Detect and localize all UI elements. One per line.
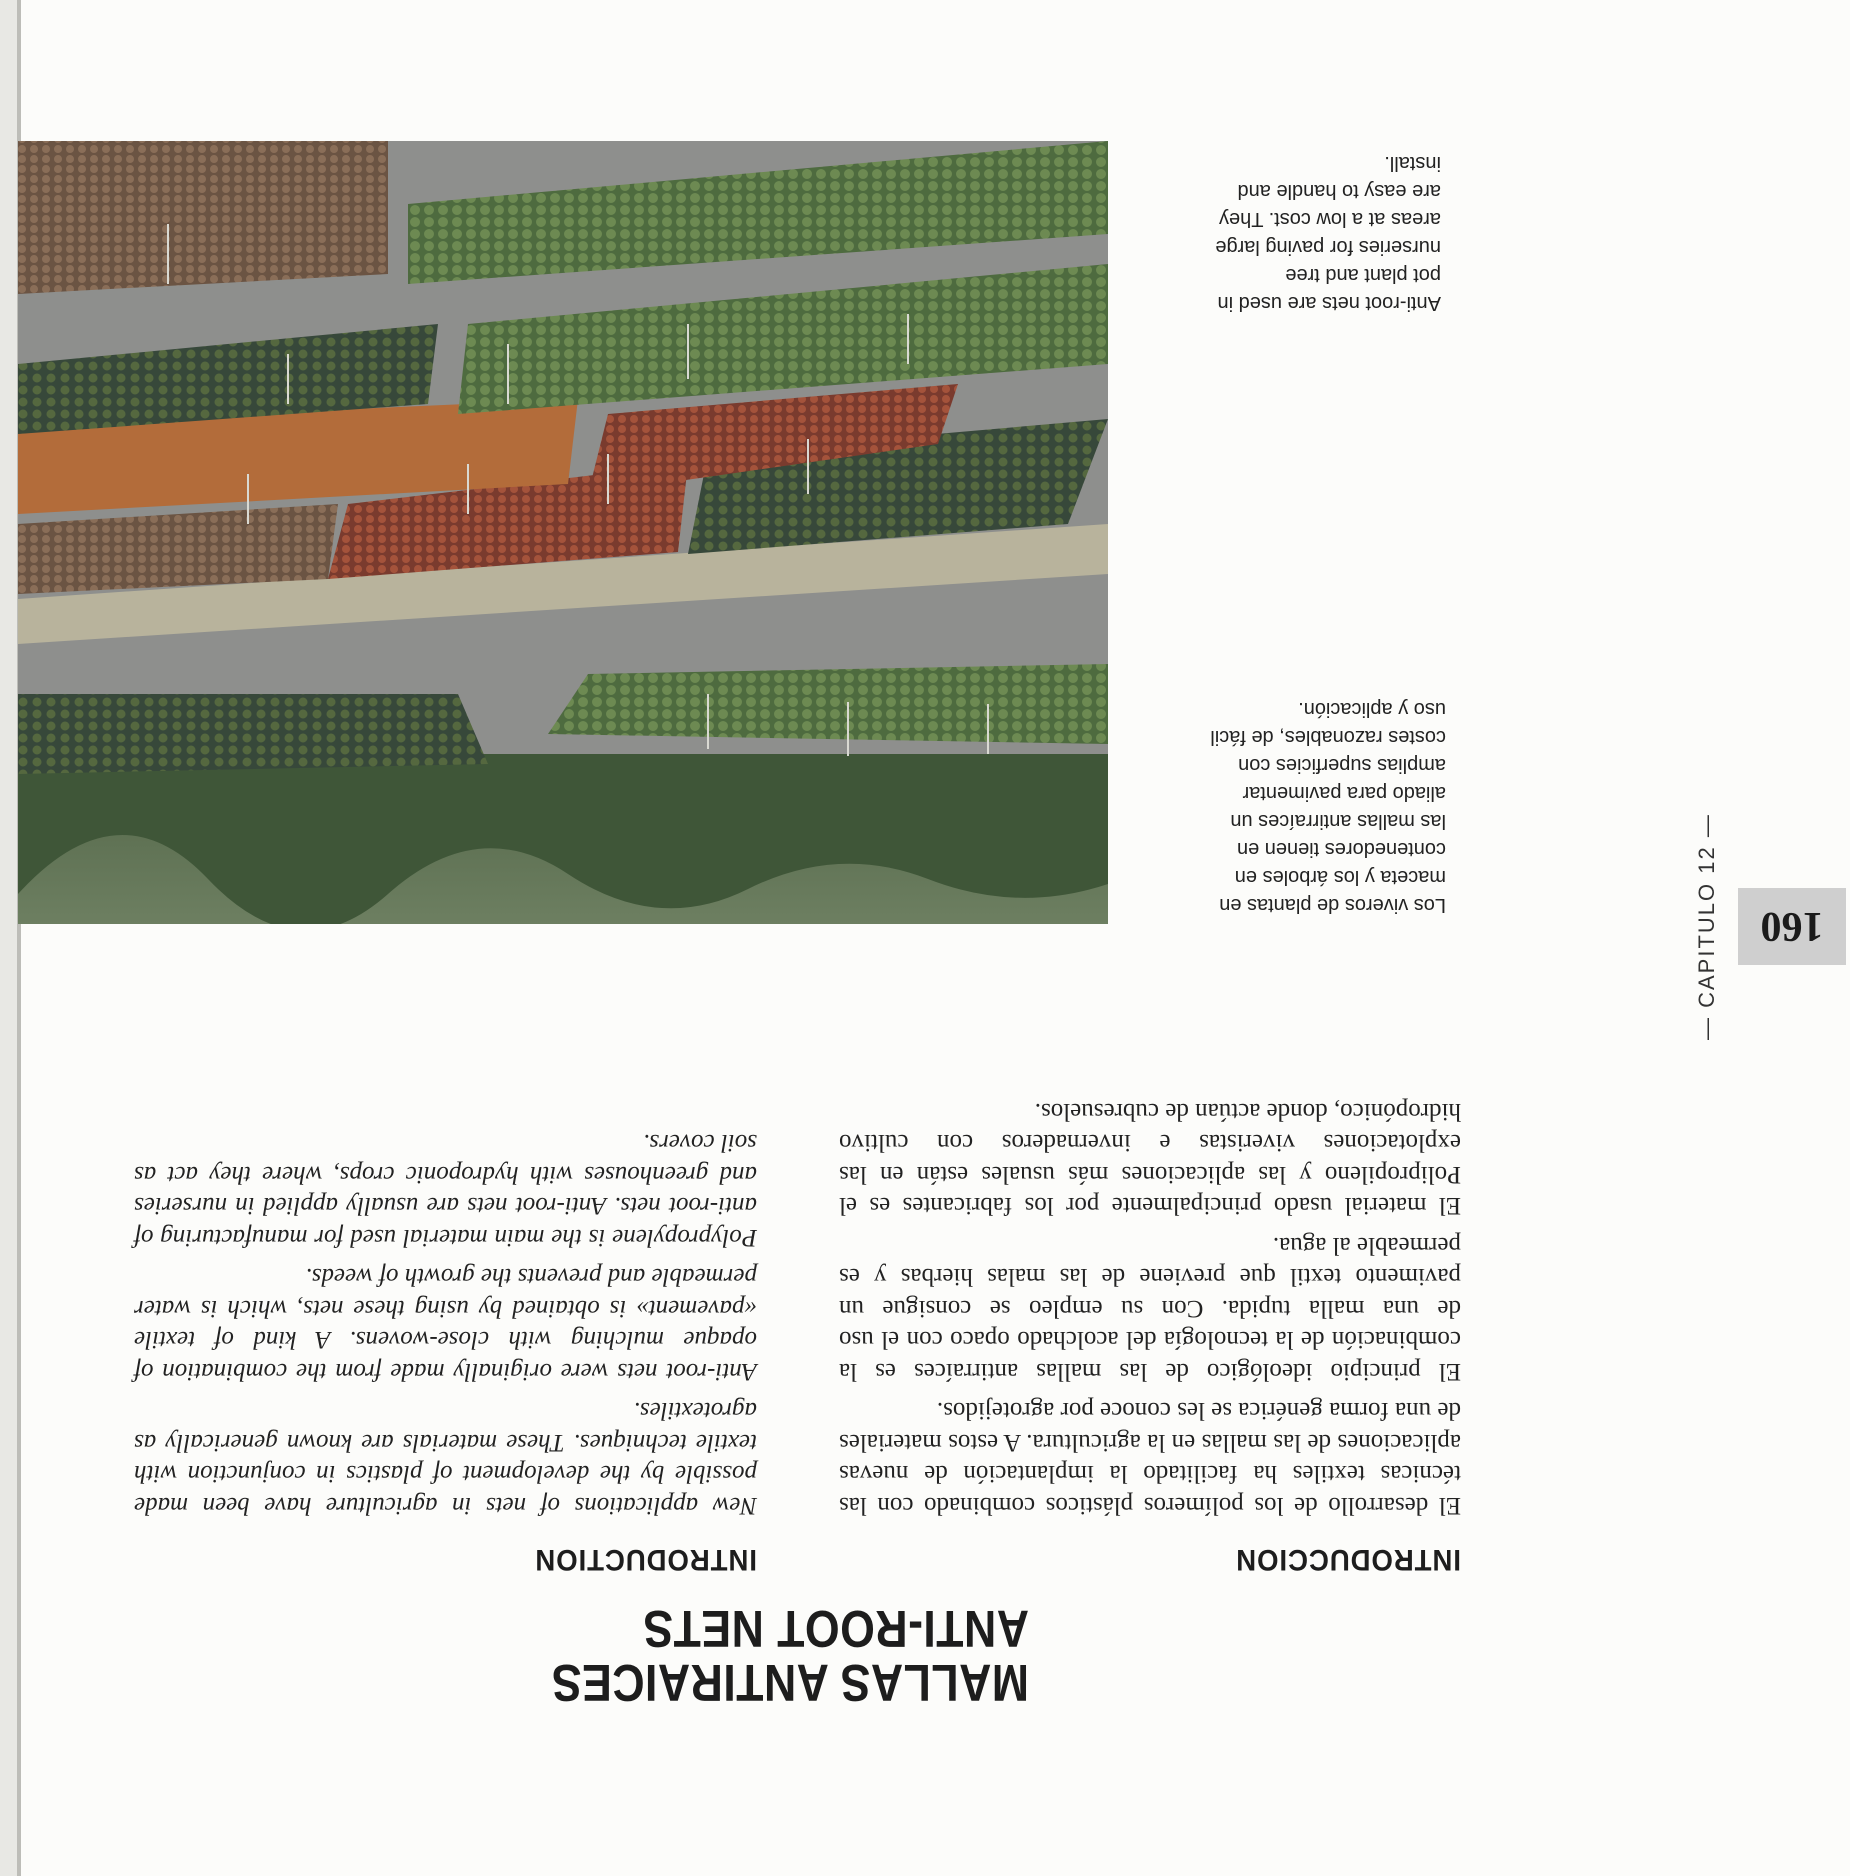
column-en [134,1119,757,1521]
column-es [839,1088,1461,1522]
caption-es [1156,695,1446,919]
caption-en-line: install. [1384,152,1441,174]
paragraph-en-3: Polypropylene is the main material used for manufacturing of anti-root nets. Anti-root nets are usually applied in nurseries and greenhouses with hydroponic crops, where they act as soil covers. [134,1129,757,1251]
caption-en [1151,149,1441,317]
nursery-photo [18,141,1108,924]
caption-es-line: maceta y los árboles en [1234,866,1446,888]
title-block [474,1601,1029,1709]
chapter-label: — CAPITULO 12 — [1694,813,1719,1040]
paragraph-es-2: El principio ideológico de las mallas antirraíces es la combinación de la tecnología del acolchado opaco con el uso de una malla tupida. Con su empleo se consigue un pavimento textil que previene de las malas hierbas y es permeable al agua. [839,1232,1461,1385]
caption-es-line: Los viveros de plantas en [1219,894,1446,916]
caption-en-line: nurseries for paving large [1215,236,1441,258]
page-edge [0,0,17,1876]
heading-en: INTRODUCTION [534,1543,757,1576]
page-number-tab [1738,888,1846,965]
caption-es-line: amplias superficies con [1238,754,1446,776]
caption-es-line: costes razonables, de fácil [1210,726,1446,748]
paragraph-es-1: El desarrollo de los polímeros plásticos combinado con las técnicas textiles ha facilitado la implantación de nuevas aplicaciones de las mallas en la agricultura. A estos materiales de una forma genérica se les conoce por agrotejidos. [839,1397,1461,1519]
paragraph-en-2: Anti-root nets were originally made from the combination of opaque mulching with close-wovens. A kind of textile «pavement» is obtained by using these nets, which is water permeable and prevents the growth of weeds. [134,1263,757,1385]
caption-es-line: contenedores tienen en [1236,838,1446,860]
title-en: ANTI-ROOT NETS [642,1599,1029,1657]
paragraph-en-1: New applications of nets in agriculture have been made possible by the development of plastics in conjunction with textile techniques. These materials are known generically as agrotextiles. [134,1397,757,1519]
title-es: MALLAS ANTIRAICES [551,1653,1029,1711]
paragraph-es-3: El material usado principalmente por los fabricantes es el Polipropileno y las aplicaciones más usuales están en las explotaciones viveristas e invernaderos con cultivo hidropónico, donde actúan de cubresuelos. [839,1098,1461,1220]
caption-en-line: areas at a low cost. They [1219,208,1441,230]
caption-es-line: aliado para pavimentar [1242,782,1446,804]
nursery-photo-image [18,141,1108,924]
caption-en-line: Anti-root nets are used in [1217,292,1441,314]
caption-es-line: uso y aplicación. [1298,698,1446,720]
heading-es: INTRODUCCION [1235,1543,1461,1576]
caption-es-line: las mallas antirraíces un [1230,810,1446,832]
caption-en-line: pot plant and tree [1285,264,1441,286]
caption-en-line: are easy to handle and [1237,180,1441,202]
page-number: 160 [1760,903,1824,950]
